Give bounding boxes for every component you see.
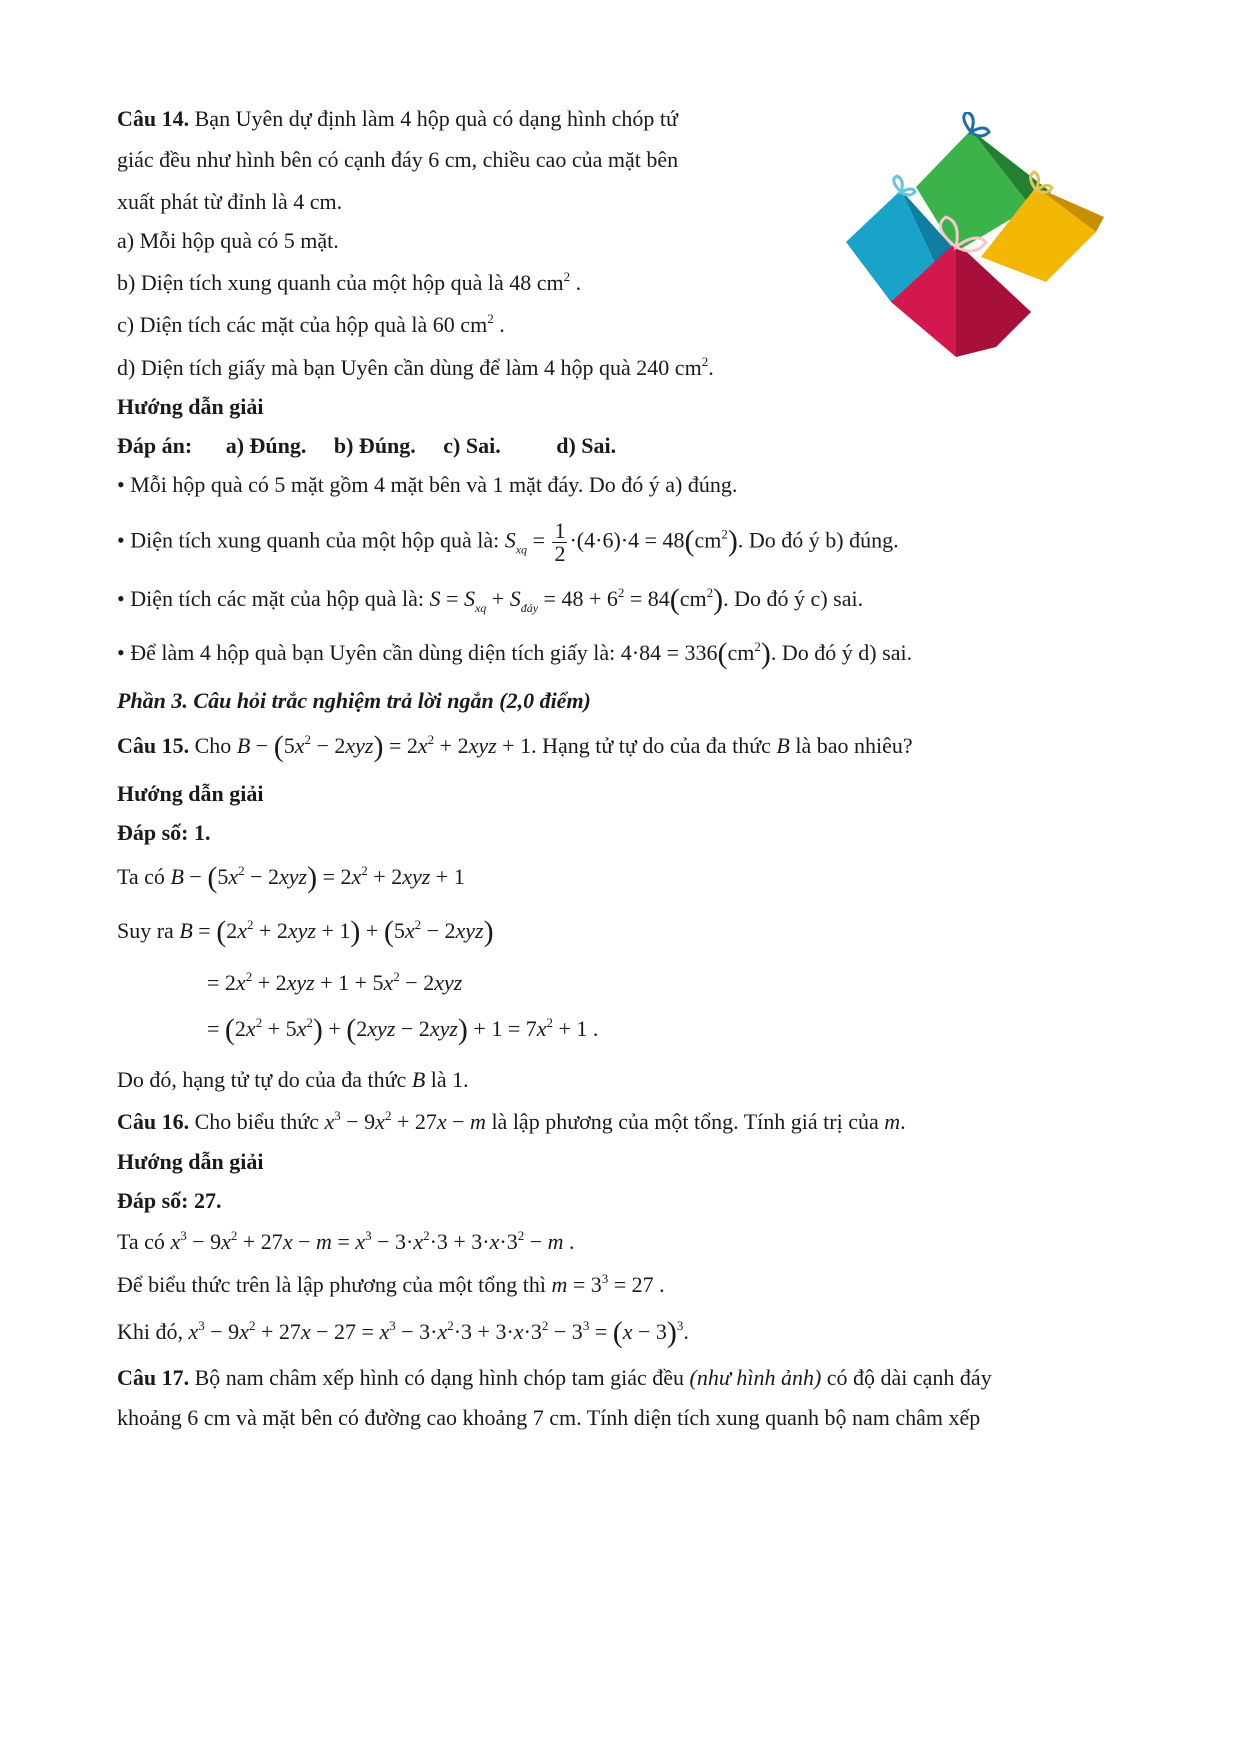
q16-step-1: Ta có $x^3 - 9x^2 + 27x - m = x^3 - 3\cdot x^2\cdot 3 + 3\cdot x\cdot 3^2 - m$ . bbox=[117, 1228, 575, 1254]
q14-solution-2: • Diện tích xung quanh của một hộp quà là: $S_{xq}$ = $\frac{1}{2}$ $\cdot(4\cdot 6)\cdot 4 = 48(cm^2)$. Do đó ý b) đúng. bbox=[117, 518, 899, 566]
q14-option-c: c) Diện tích các mặt của hộp quà là 60 $cm^2$ . bbox=[117, 311, 505, 337]
q17-line2: khoảng 6 cm và mặt bên có đường cao khoảng 7 cm. Tính diện tích xung quanh bộ nam châm xếp bbox=[117, 1405, 981, 1430]
q14-option-a: a) Mỗi hộp quà có 5 mặt. bbox=[117, 228, 339, 253]
q16-step-2: Để biểu thức trên là lập phương của một tổng thì $m = 3^3 = 27$ . bbox=[117, 1271, 665, 1297]
q17-line1: Câu 17. Bộ nam châm xếp hình có dạng hình chóp tam giác đều (như hình ảnh) có độ dài cạnh đáy bbox=[117, 1365, 992, 1390]
q14-line2: giác đều như hình bên có cạnh đáy 6 cm, chiều cao của mặt bên bbox=[117, 147, 679, 172]
q14-guide-heading: Hướng dẫn giải bbox=[117, 394, 264, 419]
q14-solution-1: • Mỗi hộp quà có 5 mặt gồm 4 mặt bên và 1 mặt đáy. Do đó ý a) đúng. bbox=[117, 472, 738, 497]
gift-pyramids-photo bbox=[806, 112, 1106, 394]
q15-step-3: = $2x^2 + 2xyz + 1 + 5x^2 - 2xyz$ bbox=[207, 969, 463, 995]
q15-step-2: Suy ra $B = (2x^2 + 2xyz + 1) + (5x^2 - 2xyz)$ bbox=[117, 915, 494, 948]
q14-solution-3: • Diện tích các mặt của hộp quà là: $S = S_{xq} + S_{đáy} = 48 + 6^2 = 84(cm^2)$. Do đó ý c) sai. bbox=[117, 583, 864, 616]
q14-option-b: b) Diện tích xung quanh của một hộp quà là 48 $cm^2$ . bbox=[117, 269, 582, 295]
q14-line1: Câu 14. Bạn Uyên dự định làm 4 hộp quà có dạng hình chóp tứ bbox=[117, 106, 678, 131]
q15-statement: Câu 15. Cho $B - (5x^2 - 2xyz) = 2x^2 + 2xyz + 1$. Hạng tử tự do của đa thức B là bao nhiêu? bbox=[117, 730, 913, 763]
q14-option-d: d) Diện tích giấy mà bạn Uyên cần dùng để làm 4 hộp quà 240 $cm^2$. bbox=[117, 354, 714, 380]
q16-statement: Câu 16. Cho biểu thức $x^3 - 9x^2 + 27x - m$ là lập phương của một tổng. Tính giá trị của m. bbox=[117, 1108, 906, 1134]
q14-answer-key: Đáp án: a) Đúng. b) Đúng. c) Sai. d) Sai. bbox=[117, 433, 617, 458]
q14-solution-4: • Để làm 4 hộp quà bạn Uyên cần dùng diện tích giấy là: $4\cdot 84 = 336(cm^2)$. Do đó ý d) sai. bbox=[117, 637, 913, 670]
q15-conclusion: Do đó, hạng tử tự do của đa thức B là 1. bbox=[117, 1067, 469, 1092]
q16-answer: Đáp số: 27. bbox=[117, 1188, 222, 1213]
q15-step-1: Ta có $B - (5x^2 - 2xyz) = 2x^2 + 2xyz + 1$ bbox=[117, 861, 465, 894]
q14-line3: xuất phát từ đỉnh là 4 cm. bbox=[117, 189, 343, 214]
part3-heading: Phần 3. Câu hỏi trắc nghiệm trả lời ngắn (2,0 điểm) bbox=[117, 688, 591, 713]
q15-answer: Đáp số: 1. bbox=[117, 820, 211, 845]
q16-guide-heading: Hướng dẫn giải bbox=[117, 1149, 264, 1174]
q16-step-3: Khi đó, $x^3 - 9x^2 + 27x - 27 = x^3 - 3\cdot x^2\cdot 3 + 3\cdot x\cdot 3^2 - 3^3 = (x - 3)^3$. bbox=[117, 1316, 689, 1349]
q15-guide-heading: Hướng dẫn giải bbox=[117, 781, 264, 806]
q15-step-4: = $(2x^2 + 5x^2) + (2xyz - 2xyz) + 1 = 7x^2 + 1$ . bbox=[207, 1013, 599, 1046]
